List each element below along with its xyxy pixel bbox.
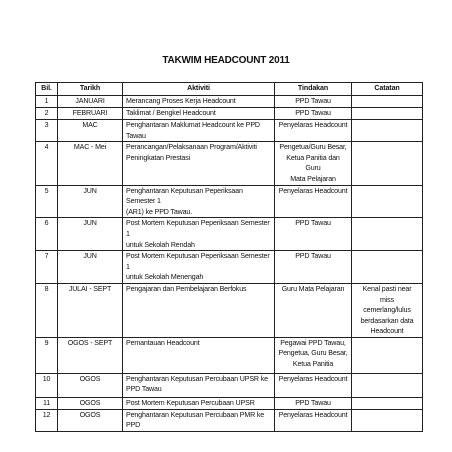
cell-tindakan-line: PPD Tawau	[295, 252, 331, 261]
cell-bil: 11	[36, 397, 58, 409]
cell-aktiviti-line: Post Mortem Keputusan Peperiksaan Semester 1	[126, 219, 270, 238]
cell-aktiviti-line: Penghantaran Maklumat Headcount ke PPD Tawau	[126, 121, 260, 140]
cell-catatan	[352, 218, 423, 251]
cell-tindakan	[275, 185, 352, 218]
cell-bil: 1	[36, 96, 58, 108]
cell-bil: 4	[36, 142, 58, 185]
cell-bil: 3	[36, 120, 58, 142]
cell-tindakan	[275, 397, 352, 409]
cell-tindakan-line: Pengetua/Guru Besar,	[279, 143, 347, 152]
cell-aktiviti	[123, 218, 275, 251]
cell-aktiviti-line: Penghantaran Keputusan Peperiksaan Semester 1	[126, 186, 243, 206]
cell-tindakan	[275, 108, 352, 120]
cell-catatan	[352, 142, 423, 185]
cell-tarikh: JANUARI	[58, 96, 123, 108]
cell-catatan-line: cemerlang/lulus	[363, 306, 411, 315]
cell-catatan-line: berdasarkan data	[360, 316, 414, 325]
cell-aktiviti-line: Post Mortem Keputusan Percubaan UPSR	[126, 398, 255, 407]
table-row	[36, 251, 423, 284]
header-bil: Bil.	[36, 83, 58, 96]
table-row	[36, 142, 423, 185]
cell-aktiviti	[123, 120, 275, 142]
cell-tindakan	[275, 96, 352, 108]
cell-tarikh: JULAI - SEPT	[58, 283, 123, 337]
cell-tindakan-line: Pegawai PPD Tawau,	[280, 338, 346, 347]
cell-tarikh: OGOS	[58, 409, 123, 431]
cell-tindakan	[275, 142, 352, 185]
takwim-table	[35, 82, 423, 432]
cell-tindakan-line: PPD Tawau	[295, 398, 331, 407]
cell-aktiviti	[123, 142, 275, 185]
cell-catatan-line: Headcount	[370, 327, 404, 336]
cell-tindakan	[275, 251, 352, 284]
cell-tindakan-line: PPD Tawau	[295, 97, 331, 105]
cell-tindakan-line: Penyelaras Headcount	[278, 121, 348, 129]
cell-tindakan-line: PPD Tawau	[295, 219, 331, 228]
cell-bil: 7	[36, 251, 58, 284]
table-row	[36, 185, 423, 218]
cell-bil: 6	[36, 218, 58, 251]
header-row	[36, 83, 423, 96]
cell-tarikh: OGOS	[58, 397, 123, 409]
cell-aktiviti-line: untuk Sekolah Rendah	[126, 240, 195, 249]
table-header	[36, 83, 423, 96]
cell-aktiviti	[123, 373, 275, 397]
cell-catatan	[352, 185, 423, 218]
table-row	[36, 108, 423, 120]
header-aktiviti: Aktiviti	[123, 83, 275, 96]
cell-tindakan-line: Penyelaras Headcount	[278, 374, 348, 383]
cell-bil: 8	[36, 283, 58, 337]
cell-bil: 12	[36, 409, 58, 431]
cell-tindakan-line: Ketua Panitia	[292, 360, 334, 369]
cell-tarikh: MAC - Mei	[58, 142, 123, 185]
cell-tarikh: JUN	[58, 251, 123, 284]
table-row	[36, 409, 423, 431]
table-row	[36, 283, 423, 337]
table-row	[36, 120, 423, 142]
cell-aktiviti	[123, 283, 275, 337]
cell-aktiviti-line: untuk Sekolah Menengah	[126, 273, 204, 282]
cell-aktiviti-line: Perancangan/Pelaksanaan Program/Aktiviti	[126, 143, 257, 152]
cell-catatan	[352, 409, 423, 431]
cell-aktiviti-line: Pemantauan Headcount	[126, 338, 200, 347]
cell-aktiviti-line: Post Mortem Keputusan Peperiksaan Semester 1	[126, 252, 270, 271]
cell-catatan	[352, 337, 423, 373]
cell-catatan	[352, 120, 423, 142]
cell-catatan	[352, 373, 423, 397]
cell-catatan	[352, 283, 423, 337]
cell-bil: 2	[36, 108, 58, 120]
cell-tindakan	[275, 409, 352, 431]
cell-aktiviti-line: Peningkatan Prestasi	[126, 153, 191, 162]
cell-catatan	[352, 397, 423, 409]
cell-tarikh: JUN	[58, 218, 123, 251]
cell-aktiviti-line: Pengajaran dan Pembelajaran Berfokus	[126, 284, 247, 293]
header-tindakan: Tindakan	[275, 83, 352, 96]
table-row	[36, 373, 423, 397]
cell-tindakan-line: Penyelaras Headcount	[278, 410, 348, 419]
cell-tindakan-line: Ketua Panitia dan Guru	[286, 153, 340, 173]
cell-aktiviti	[123, 108, 275, 120]
cell-aktiviti	[123, 337, 275, 373]
cell-tarikh: FEBRUARI	[58, 108, 123, 120]
cell-aktiviti	[123, 409, 275, 431]
cell-catatan	[352, 251, 423, 284]
cell-tindakan	[275, 337, 352, 373]
cell-tindakan-line: PPD Tawau	[295, 109, 331, 117]
cell-tarikh: MAC	[58, 120, 123, 142]
cell-tindakan	[275, 218, 352, 251]
cell-aktiviti	[123, 96, 275, 108]
cell-aktiviti-line: (AR1) ke PPD Tawau.	[126, 207, 193, 216]
cell-aktiviti-line: Taklimat / Bengkel Headcount	[126, 109, 216, 117]
table-body	[36, 96, 423, 432]
cell-tindakan-line: Penyelaras Headcount	[278, 186, 348, 195]
cell-tarikh: OGOS - SEPT	[58, 337, 123, 373]
cell-tindakan-line: Mata Pelajaran	[290, 174, 336, 183]
document-title: TAKWIM HEADCOUNT 2011	[162, 55, 290, 66]
cell-tarikh: OGOS	[58, 373, 123, 397]
cell-aktiviti-line: PPD Tawau	[126, 385, 162, 394]
cell-tindakan	[275, 373, 352, 397]
cell-aktiviti-line: Penghantaran Keputusan Percubaan PMR ke PPD	[126, 410, 265, 430]
cell-aktiviti-line: Penghantaran Keputusan Percubaan UPSR ke	[126, 374, 268, 383]
cell-tindakan	[275, 283, 352, 337]
cell-catatan	[352, 96, 423, 108]
cell-tindakan	[275, 120, 352, 142]
table-row	[36, 218, 423, 251]
cell-aktiviti	[123, 185, 275, 218]
cell-tindakan-line: Guru Mata Pelajaran	[281, 284, 345, 293]
cell-catatan	[352, 108, 423, 120]
cell-catatan-line: Kenal pasti near miss	[362, 284, 412, 304]
cell-tindakan-line: Pengetua, Guru Besar,	[278, 349, 348, 358]
header-tarikh: Tarikh	[58, 83, 123, 96]
cell-tarikh: JUN	[58, 185, 123, 218]
cell-bil: 9	[36, 337, 58, 373]
table-row	[36, 96, 423, 108]
header-catatan: Catatan	[352, 83, 423, 96]
cell-bil: 10	[36, 373, 58, 397]
cell-aktiviti	[123, 251, 275, 284]
table-row	[36, 397, 423, 409]
cell-aktiviti	[123, 397, 275, 409]
table-row	[36, 337, 423, 373]
cell-aktiviti-line: Merancang Proses Kerja Headcount	[126, 97, 236, 105]
cell-bil: 5	[36, 185, 58, 218]
